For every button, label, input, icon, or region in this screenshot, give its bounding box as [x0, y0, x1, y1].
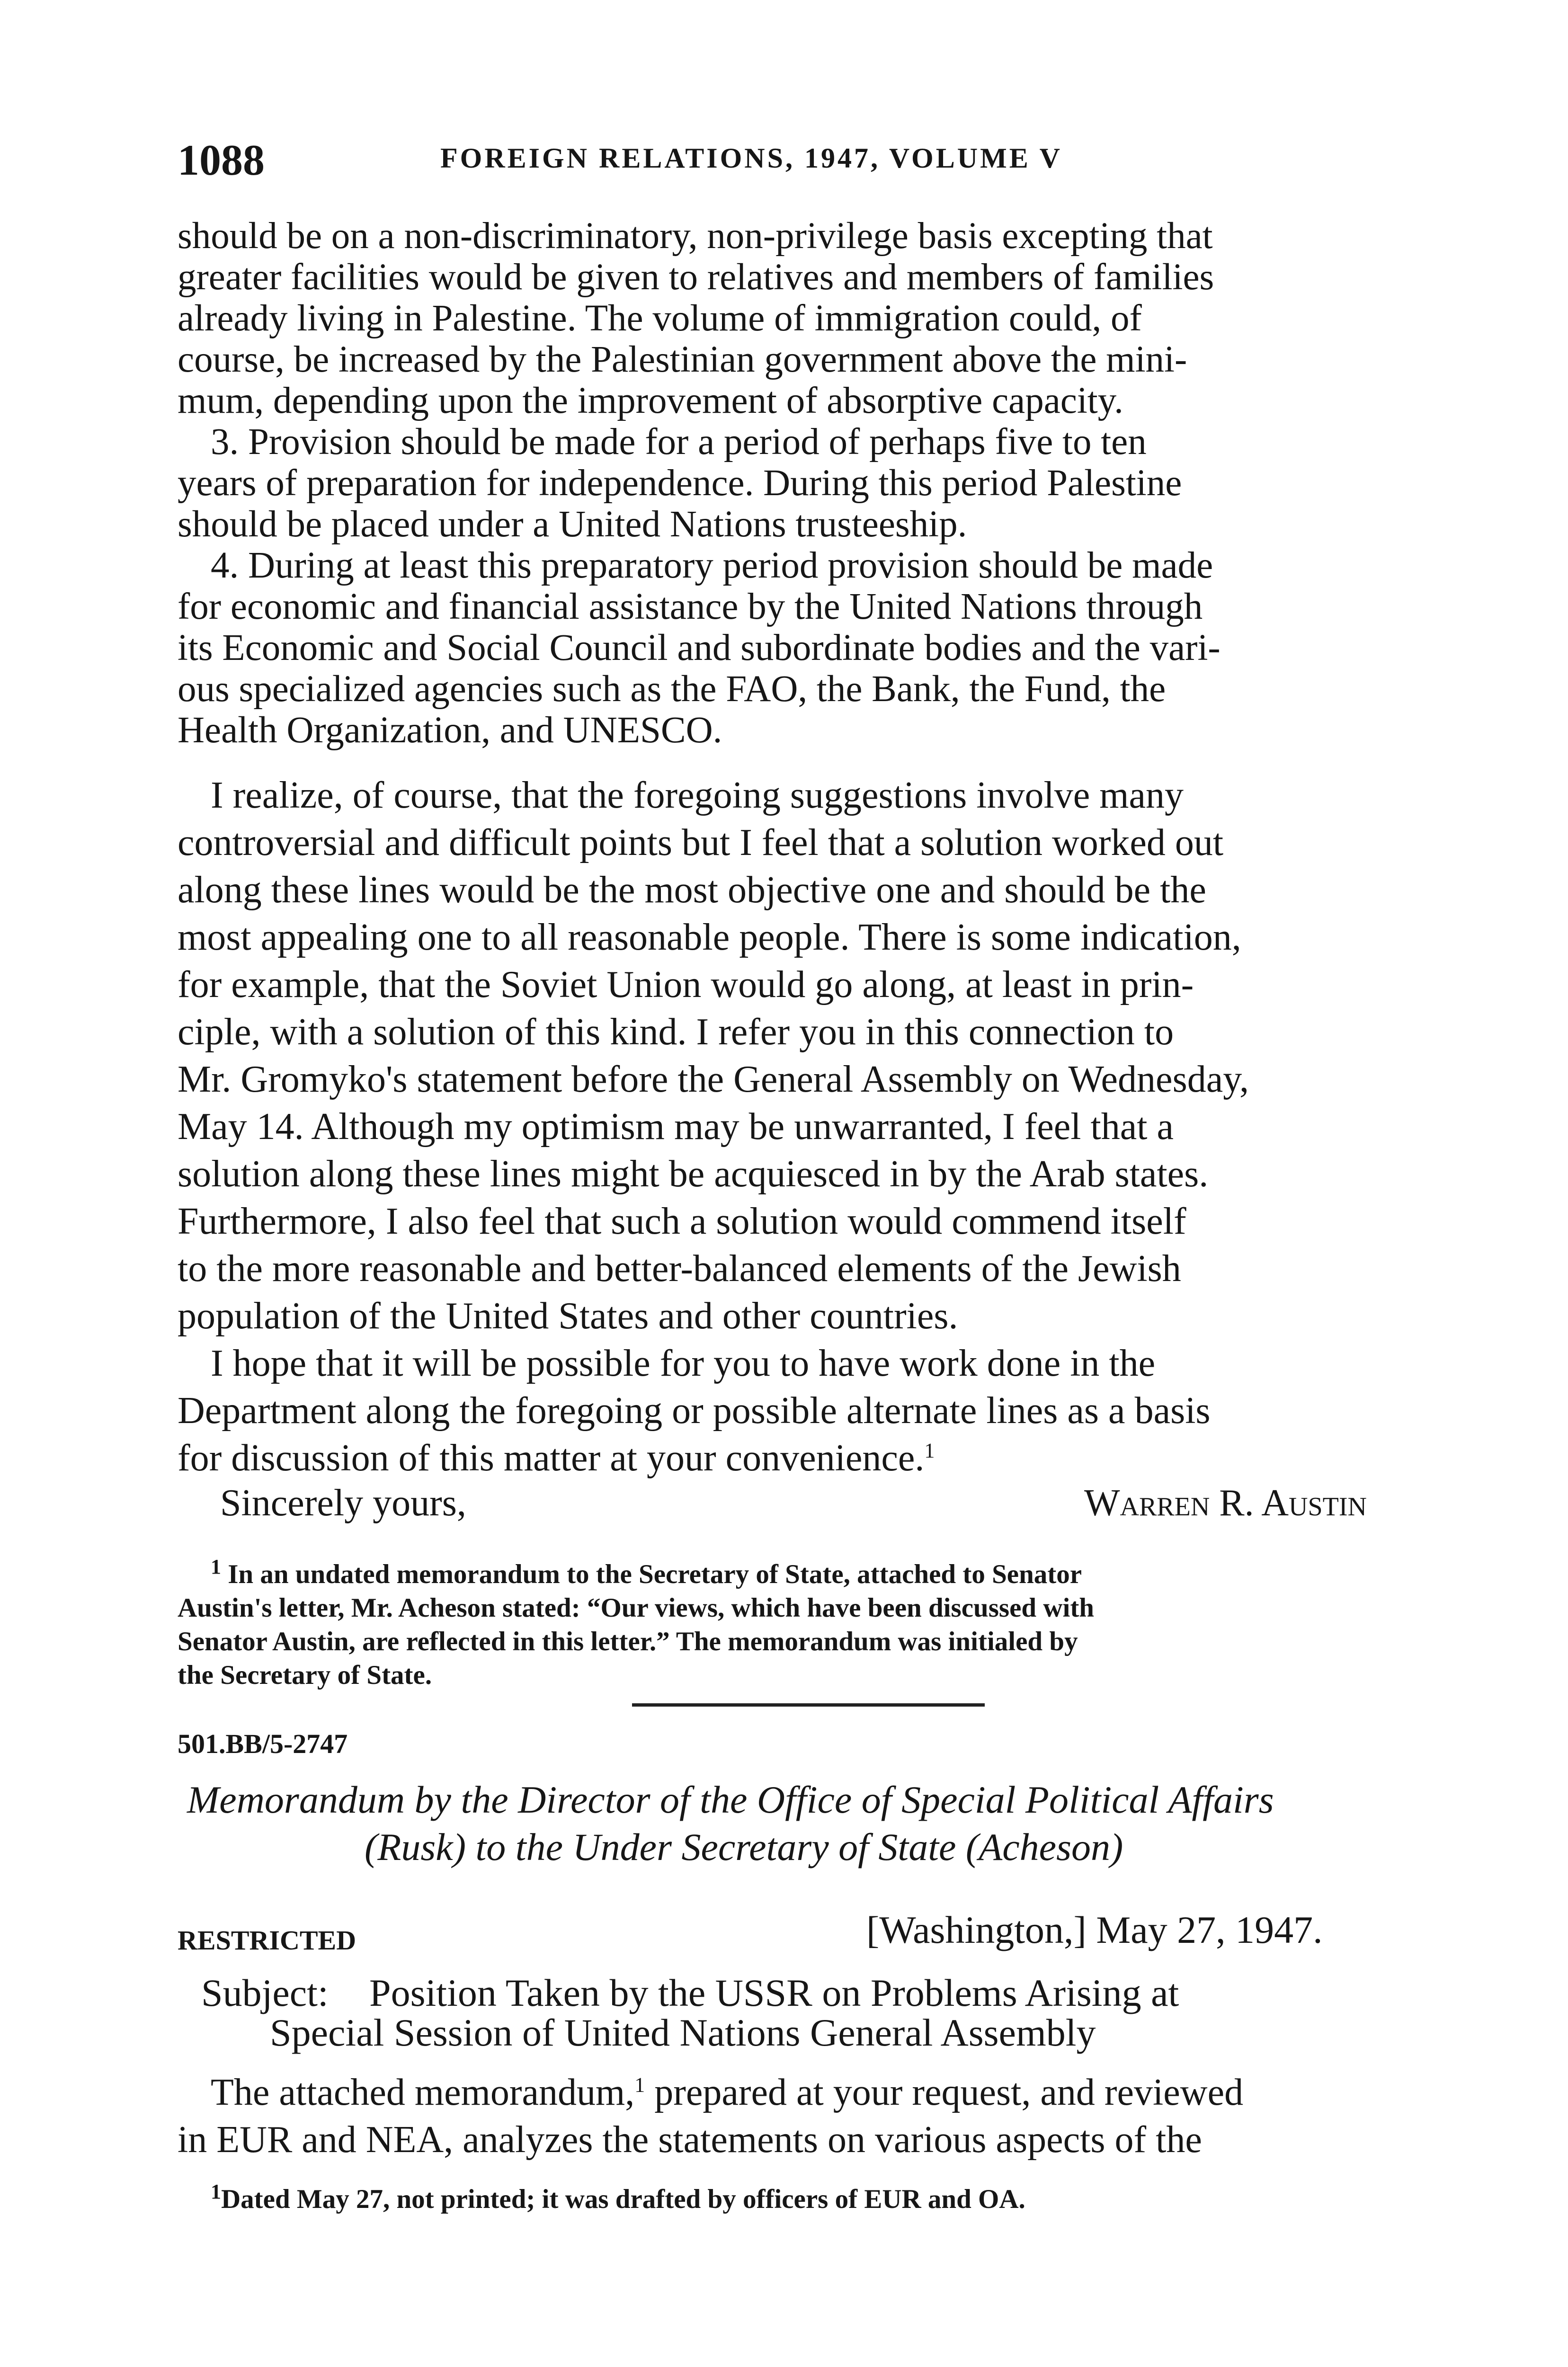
text-line: Health Organization, and UNESCO.: [178, 710, 722, 751]
page-number: 1088: [178, 136, 265, 184]
text-line: population of the United States and other countries.: [178, 1295, 958, 1337]
text-line: for discussion of this matter at your convenience.$^1$: [178, 1437, 935, 1479]
text-line: already living in Palestine. The volume of immigration could, of: [178, 298, 1142, 339]
file-number: 501.BB/5-2747: [178, 1728, 348, 1759]
text-line: I realize, of course, that the foregoing suggestions involve many: [211, 774, 1184, 816]
subject-line-1: Position Taken by the USSR on Problems Arising at: [369, 1971, 1179, 2014]
dateline: [Washington,] May 27, 1947.: [866, 1908, 1323, 1951]
text-line: for example, that the Soviet Union would go along, at least in prin-: [178, 964, 1194, 1006]
text-line: ciple, with a solution of this kind. I refer you in this connection to: [178, 1011, 1174, 1053]
text-line: along these lines would be the most objective one and should be the: [178, 869, 1206, 911]
text-line: Mr. Gromyko's statement before the General Assembly on Wednesday,: [178, 1059, 1249, 1100]
text-line: ous specialized agencies such as the FAO, the Bank, the Fund, the: [178, 668, 1166, 710]
text-line: Austin's letter, Mr. Acheson stated: “Our views, which have been discussed with: [178, 1593, 1094, 1623]
text-line: 3. Provision should be made for a period of perhaps five to ten: [211, 421, 1147, 463]
text-line: Dated May 27, not printed; it was drafted by officers of EUR and OA.: [221, 2184, 1025, 2214]
text-line: for economic and financial assistance by the United Nations through: [178, 586, 1203, 627]
text-line: course, be increased by the Palestinian government above the mini-: [178, 339, 1187, 380]
text-line: years of preparation for independence. During this period Palestine: [178, 463, 1182, 504]
section-divider: [632, 1703, 985, 1707]
letter-body: [178, 772, 1249, 1482]
footnote-marker: 1: [924, 1439, 935, 1462]
text-line: controversial and difficult points but I feel that a solution worked out: [178, 822, 1224, 863]
text-line: 4. During at least this preparatory period provision should be made: [211, 545, 1213, 586]
classification: RESTRICTED: [178, 1925, 356, 1956]
text-line: in EUR and NEA, analyzes the statements on various aspects of the: [178, 2119, 1202, 2161]
text-line: Senator Austin, are reflected in this letter.” The memorandum was initialed by: [178, 1627, 1078, 1656]
text-line: its Economic and Social Council and subordinate bodies and the vari-: [178, 627, 1221, 668]
text-line: Furthermore, I also feel that such a solution would commend itself: [178, 1201, 1186, 1242]
footnote-2: [211, 2182, 1025, 2216]
text-line: most appealing one to all reasonable people. There is some indication,: [178, 917, 1241, 958]
memo-body: The attached memorandum,$^1$ prepared at your request, and reviewed in EUR and NEA, analyzes the statements on various aspects of the: [178, 2069, 1243, 2163]
text-line: greater facilities would be given to relatives and members of families: [178, 257, 1214, 298]
running-title: FOREIGN RELATIONS, 1947, VOLUME V: [440, 142, 1062, 174]
footnote-marker: 1: [634, 2073, 645, 2097]
text-line: In an undated memorandum to the Secretary of State, attached to Senator: [228, 1559, 1082, 1589]
text-line: should be placed under a United Nations trusteeship.: [178, 504, 967, 545]
subject-line-2: Special Session of United Nations General Assembly: [270, 2011, 1096, 2054]
footnote-marker: 1: [211, 1555, 221, 1578]
subject-label: Subject:: [201, 1971, 329, 2014]
closing: Sincerely yours,: [220, 1482, 466, 1524]
text-line: I hope that it will be possible for you to have work done in the: [211, 1343, 1156, 1384]
memo-title-line-2: (Rusk) to the Under Secretary of State (Acheson): [365, 1825, 1123, 1869]
text-line: May 14. Although my optimism may be unwarranted, I feel that a: [178, 1106, 1174, 1148]
footnote-1: [178, 1557, 1094, 1692]
text-line: mum, depending upon the improvement of absorptive capacity.: [178, 380, 1123, 421]
text-line: solution along these lines might be acquiesced in by the Arab states.: [178, 1153, 1209, 1195]
text-line: to the more reasonable and better-balanced elements of the Jewish: [178, 1248, 1181, 1290]
footnote-marker: 1: [211, 2180, 221, 2203]
text-line: Department along the foregoing or possible alternate lines as a basis: [178, 1390, 1211, 1432]
text-line: the Secretary of State.: [178, 1660, 432, 1690]
text-line: should be on a non-discriminatory, non-privilege basis excepting that: [178, 215, 1213, 257]
memo-title-line-1: Memorandum by the Director of the Office of Special Political Affairs: [187, 1778, 1274, 1821]
opening-paragraphs: [178, 215, 1221, 751]
signature: Warren R. Austin: [1084, 1482, 1367, 1524]
